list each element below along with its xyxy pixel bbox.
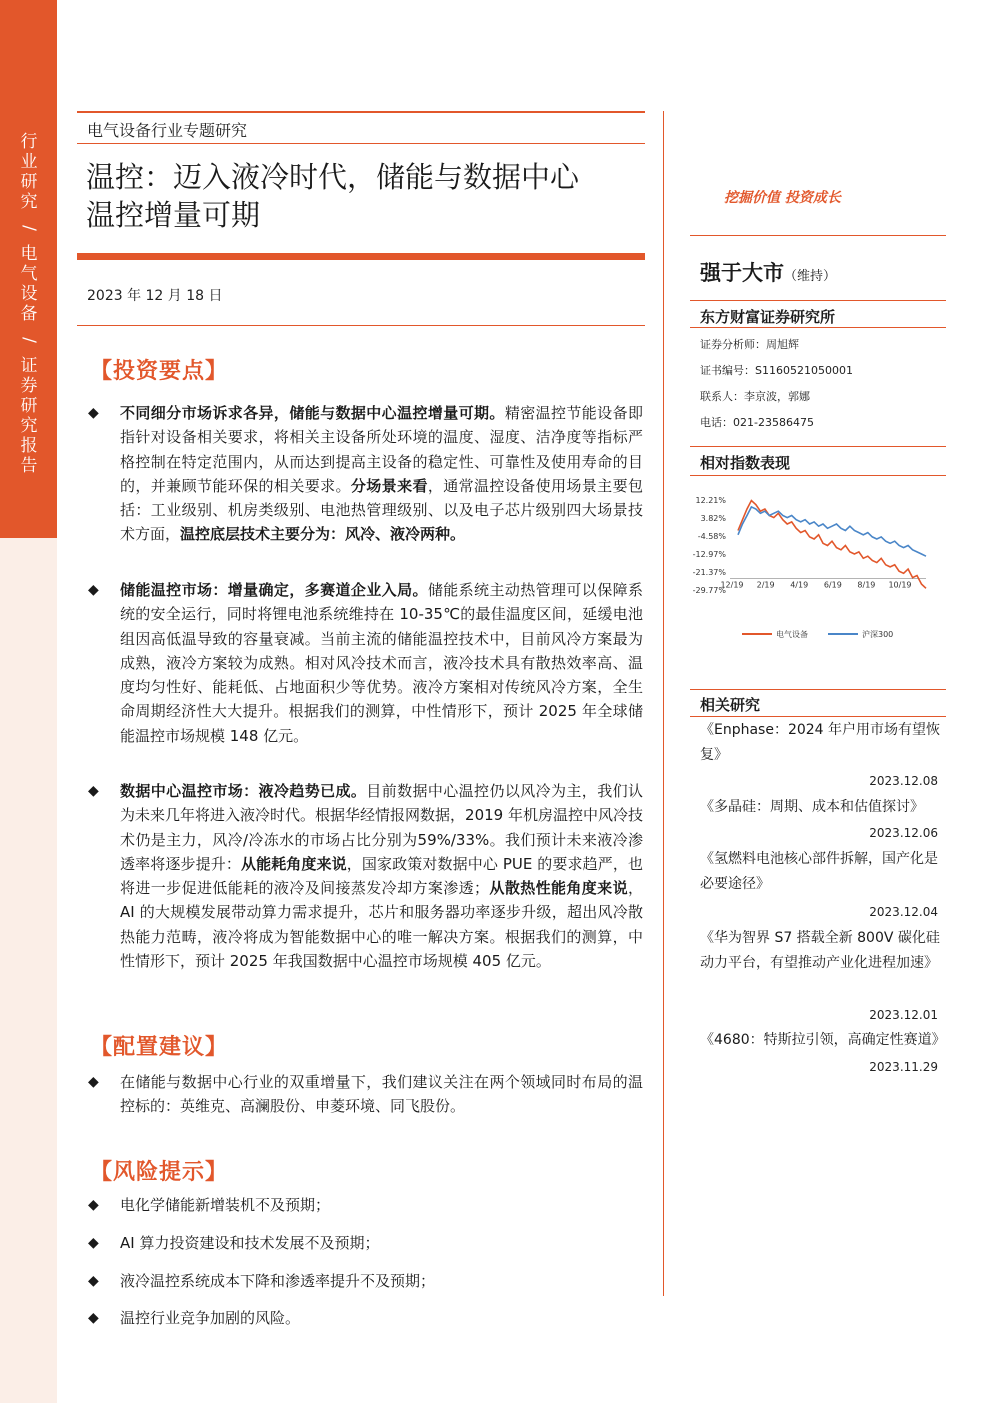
firm-under-rule [690, 327, 946, 328]
y-tick-label: -4.58% [697, 532, 726, 541]
body-text: 目前数据中心温控仍以风冷为主，我们认为未来几年将进入液冷时代。根据华经情报网数据，2019 年机房温控中风冷技术仍是主力，风冷/冷冻水的市场占比分别为59%/33%。我们预计未来液冷渗透率将逐步提升： [120, 782, 643, 873]
rating-note: （维持） [784, 269, 837, 284]
section-title-risk: 【风险提示】 [90, 1160, 229, 1185]
title-thick-rule [77, 253, 645, 260]
body-text: ，AI 的大规模发展带动算力需求提升，芯片和服务器功率逐步升级，超出风冷散热能力范畴，液冷将成为智能数据中心的唯一解决方案。根据我们的测算，中性情形下，预计 2025 年我国数据中心温控市场规模 405 亿元。 [120, 879, 643, 971]
sidebar-light-bar [0, 538, 57, 1403]
sidebar-char: / [19, 225, 39, 231]
sidebar-char: 告 [20, 456, 38, 476]
related-item-date: 2023.12.01 [869, 1008, 938, 1022]
related-item-date: 2023.12.08 [869, 774, 938, 788]
x-tick-label: 2/19 [756, 580, 775, 590]
y-tick-label: -12.97% [692, 550, 726, 559]
related-item-title[interactable]: 《氢燃料电池核心部件拆解，国产化是必要途径》 [700, 851, 938, 892]
sidebar-char: 电 [20, 244, 38, 264]
invest-point-1 [120, 401, 643, 547]
body-text: 精密温控节能设备即指针对设备相关要求，将相关主设备所处环境的温度、湿度、洁净度等指标严格控制在特定范围内，从而达到提高主设备的稳定性、可靠性及使用寿命的目的，并兼顾节能环保的相关要求。 [120, 404, 643, 495]
risk-item: 温控行业竞争加剧的风险。 [120, 1309, 301, 1327]
body-text: ，国家政策对数据中心 PUE 的要求趋严，也将进一步促进低能耗的液冷及间接蒸发冷却方案渗透； [120, 854, 643, 898]
config-text: 在储能与数据中心行业的双重增量下，我们建议关注在两个领域同时布局的温控标的：英维克、高澜股份、申菱环境、同飞股份。 [120, 1073, 643, 1116]
risk-item: 电化学储能新增装机不及预期； [120, 1196, 331, 1214]
sidebar-char: 报 [20, 436, 38, 456]
bullet-icon: ◆ [88, 1235, 99, 1251]
bullet-icon: ◆ [88, 405, 99, 421]
related-item-date: 2023.11.29 [869, 1060, 938, 1074]
bold-text: 从能耗角度来说 [240, 854, 347, 873]
chart-svg [690, 490, 946, 650]
related-under-rule [690, 716, 946, 717]
sidebar-char: 行 [20, 132, 38, 152]
related-item-date: 2023.12.04 [869, 905, 938, 919]
bullet-icon: ◆ [88, 1197, 99, 1213]
contact: 联系人：李京波，郭娜 [700, 390, 810, 403]
bullet-icon: ◆ [88, 1310, 99, 1326]
bold-text: 温控底层技术主要分为：风冷、液冷两种。 [180, 525, 466, 544]
section-title-config: 【配置建议】 [90, 1035, 229, 1060]
body-text: ，通常温控设备使用场景主要包括：工业级别、机房类级别、电池热管理级别、以及电子芯片级别四大场景技术方面， [120, 476, 643, 544]
chart-rule [690, 446, 946, 447]
sidebar-char: 研 [20, 172, 38, 192]
sidebar-char: 证 [20, 356, 38, 376]
report-title [86, 158, 646, 234]
sidebar-char: 业 [20, 152, 38, 172]
body-text: 储能系统主动热管理可以保障系统的安全运行，同时将锂电池系统维持在 10-35℃的最佳温度区间，延缓电池组因高低温导致的容量衰减。当前主流的储能温控技术中，目前风冷方案最为成熟，液冷方案较为成熟。相对风冷技术而言，液冷技术具有散热效率高、温度均匀性好、能耗低、占地面积少等优势。液冷方案相对传统风冷方案，全生命周期经济性大大提升。根据我们的测算，中性情形下，预计 2025 年全球储能温控市场规模 148 亿元。 [120, 581, 643, 745]
sidebar-char: 设 [20, 284, 38, 304]
x-tick-label: 6/19 [823, 580, 842, 590]
legend-label: 沪深300 [862, 630, 894, 639]
firm-rule [690, 300, 946, 301]
report-date: 2023 年 12 月 18 日 [87, 288, 223, 304]
sidebar-vertical-label [14, 132, 44, 476]
related-item-title[interactable]: 《Enphase：2024 年户用市场有望恢复》 [700, 722, 941, 763]
y-tick-label: -29.77% [692, 586, 726, 595]
related-item-date: 2023.12.06 [869, 826, 938, 840]
analyst: 证券分析师：周旭辉 [700, 338, 799, 351]
sidebar-char: 究 [20, 192, 38, 212]
phone: 电话：021-23586475 [700, 416, 814, 429]
rating-rule [690, 235, 946, 236]
top-rule [77, 111, 645, 113]
chart-under-rule [690, 475, 946, 476]
bullet-icon: ◆ [88, 1273, 99, 1289]
section-title-investment: 【投资要点】 [90, 359, 229, 384]
slogan: 挖掘价值 投资成长 [724, 190, 841, 206]
sidebar-char: 备 [20, 304, 38, 324]
sidebar-char: 研 [20, 396, 38, 416]
x-tick-label: 8/19 [857, 580, 876, 590]
bold-text: 从散热性能角度来说 [489, 879, 628, 898]
risk-item: AI 算力投资建设和技术发展不及预期； [120, 1234, 380, 1252]
legend-label: 电气设备 [776, 630, 808, 639]
invest-point-3 [120, 779, 643, 973]
rating-value: 强于大市 [700, 261, 784, 285]
sidebar-char: 究 [20, 416, 38, 436]
invest-point-2 [120, 578, 643, 748]
sidebar-char: / [19, 337, 39, 343]
rating [700, 257, 836, 287]
y-tick-label: 12.21% [695, 496, 726, 505]
report-category: 电气设备行业专题研究 [87, 121, 248, 140]
bold-text: 储能温控市场：增量确定，多赛道企业入局。 [120, 581, 428, 599]
sidebar-char: 气 [20, 264, 38, 284]
y-tick-label: -21.37% [692, 568, 726, 577]
cert-number: 证书编号：S1160521050001 [700, 364, 853, 377]
series-line-index [738, 507, 926, 556]
relative-index-chart [690, 490, 946, 650]
chart-title: 相对指数表现 [700, 454, 791, 472]
risk-item: 液冷温控系统成本下降和渗透率提升不及预期； [120, 1272, 436, 1290]
bold-text: 分场景来看 [350, 476, 428, 495]
x-tick-label: 10/19 [888, 580, 912, 590]
firm-name: 东方财富证券研究所 [700, 308, 836, 326]
related-item-title[interactable]: 《华为智界 S7 搭载全新 800V 碳化硅动力平台，有望推动产业化进程加速》 [700, 930, 940, 971]
date-rule [77, 325, 645, 326]
bold-text: 不同细分市场诉求各异，储能与数据中心温控增量可期。 [120, 404, 505, 422]
title-line-1: 温控：迈入液冷时代，储能与数据中心 [86, 160, 580, 194]
bullet-icon: ◆ [88, 582, 99, 598]
related-item-title[interactable]: 《4680：特斯拉引领，高确定性赛道》 [700, 1032, 946, 1048]
related-rule [690, 689, 946, 690]
bullet-icon: ◆ [88, 783, 99, 799]
bold-text: 数据中心温控市场：液冷趋势已成。 [120, 782, 367, 800]
x-tick-label: 12/19 [720, 580, 744, 590]
category-rule [77, 143, 645, 144]
related-title: 相关研究 [700, 696, 761, 714]
bullet-icon: ◆ [88, 1074, 99, 1090]
y-tick-label: 3.82% [700, 514, 726, 523]
title-line-2: 温控增量可期 [86, 198, 261, 232]
related-item-title[interactable]: 《多晶硅：周期、成本和估值探讨》 [700, 799, 924, 815]
column-divider [663, 111, 664, 1296]
sidebar-char: 券 [20, 376, 38, 396]
x-tick-label: 4/19 [790, 580, 809, 590]
